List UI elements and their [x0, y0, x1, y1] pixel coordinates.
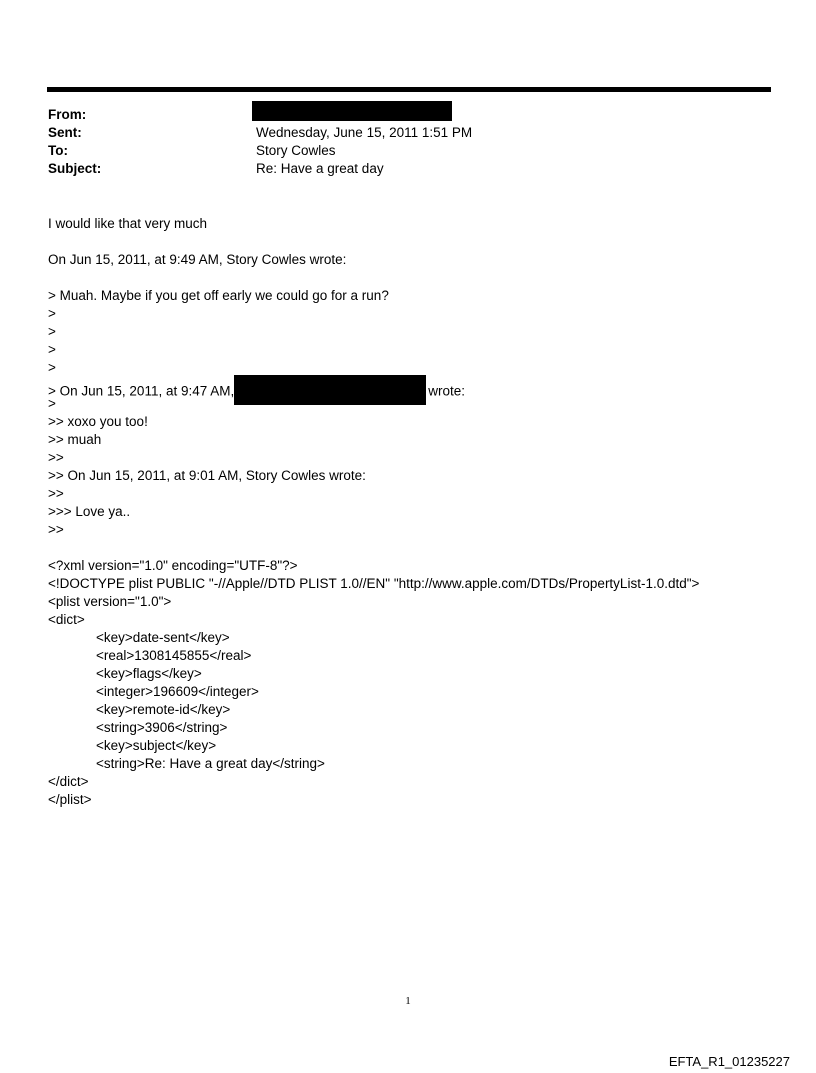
email-body: [48, 215, 768, 809]
plist-entry: <integer>196609</integer>: [96, 684, 259, 699]
spacer: [48, 269, 768, 287]
plist-entry: <key>remote-id</key>: [96, 702, 231, 717]
redaction-block: [234, 375, 426, 405]
quoted-line: >: [48, 396, 56, 411]
from-label: From:: [48, 107, 87, 122]
quoted-line: >: [48, 360, 56, 375]
reply-line: I would like that very much: [48, 216, 208, 231]
quoted-line: >: [48, 324, 56, 339]
subject-value: Re: Have a great day: [256, 161, 384, 176]
subject-label: Subject:: [48, 161, 102, 176]
redaction-block: [252, 101, 452, 121]
plist-line: </dict>: [48, 774, 89, 789]
sent-row: [48, 124, 748, 142]
plist-line: <?xml version="1.0" encoding="UTF-8"?>: [48, 558, 298, 573]
quoted-line: >: [48, 306, 56, 321]
triple-quoted-line: >>> Love ya..: [48, 504, 131, 519]
plist-entry: <key>date-sent</key>: [96, 630, 230, 645]
plist-entry: <real>1308145855</real>: [96, 648, 252, 663]
header-rule: [47, 87, 771, 92]
sent-value: Wednesday, June 15, 2011 1:51 PM: [256, 125, 473, 140]
spacer: [48, 539, 768, 557]
double-quoted-line: >> muah: [48, 432, 102, 447]
double-quoted-line: >>: [48, 486, 64, 501]
email-header: [48, 106, 748, 178]
spacer: [48, 233, 768, 251]
to-row: [48, 142, 748, 160]
subject-row: [48, 160, 748, 178]
double-quoted-line: >> xoxo you too!: [48, 414, 148, 429]
from-value: [256, 106, 748, 124]
sent-label: Sent:: [48, 125, 82, 140]
plist-line: <dict>: [48, 612, 85, 627]
from-row: [48, 106, 748, 124]
double-quoted-line: >>: [48, 450, 64, 465]
to-value: Story Cowles: [256, 143, 336, 158]
plist-line: <!DOCTYPE plist PUBLIC "-//Apple//DTD PLIST 1.0//EN" "http://www.apple.com/DTDs/PropertyList-1.0.dtd">: [48, 576, 700, 591]
plist-entry: <key>subject</key>: [96, 738, 217, 753]
plist-entry: <string>3906</string>: [96, 720, 228, 735]
attribution-prefix: > On Jun 15, 2011, at 9:47 AM,: [48, 383, 235, 399]
quoted-line: > Muah. Maybe if you get off early we could go for a run?: [48, 288, 389, 303]
to-label: To:: [48, 143, 68, 158]
quote-intro-line: On Jun 15, 2011, at 9:49 AM, Story Cowles wrote:: [48, 252, 347, 267]
plist-line: </plist>: [48, 792, 92, 807]
plist-entry: <key>flags</key>: [96, 666, 202, 681]
attribution-suffix: wrote:: [428, 383, 466, 399]
quoted-line: >: [48, 342, 56, 357]
double-quoted-line: >>: [48, 522, 64, 537]
plist-entry: <string>Re: Have a great day</string>: [96, 756, 325, 771]
double-quoted-line: >> On Jun 15, 2011, at 9:01 AM, Story Cowles wrote:: [48, 468, 366, 483]
quoted-attribution-line: [48, 377, 768, 399]
plist-line: <plist version="1.0">: [48, 594, 172, 609]
bates-number: EFTA_R1_01235227: [668, 1054, 790, 1069]
page-number: 1: [405, 995, 411, 1007]
